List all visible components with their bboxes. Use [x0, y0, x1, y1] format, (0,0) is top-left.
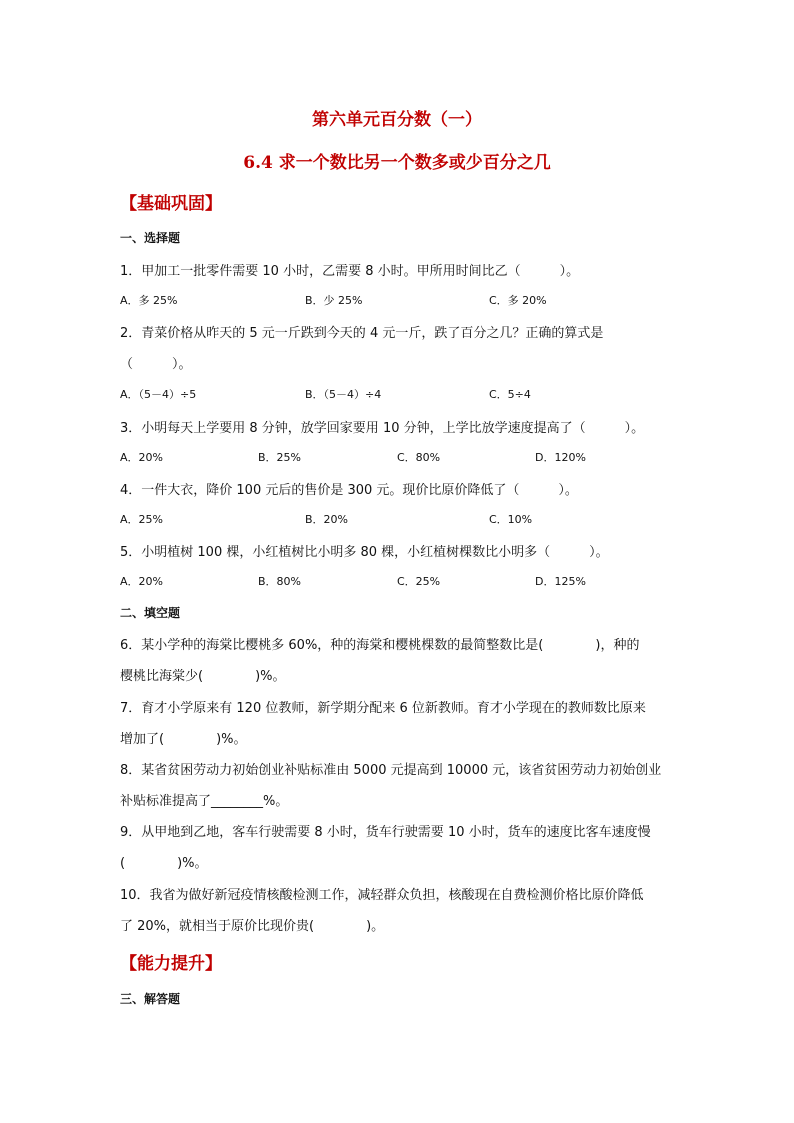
q4-option-b: B．20% — [305, 513, 348, 526]
q5-option-b: B．80% — [258, 575, 301, 588]
part-choice: 一、选择题 — [120, 231, 181, 245]
q2-option-b: B．（5－4）÷4 — [305, 388, 382, 401]
q1-option-c: C．多 20% — [489, 294, 547, 307]
q5-option-a: A．20% — [120, 575, 163, 588]
q1-option-a: A．多 25% — [120, 294, 178, 307]
section-basic: 【基础巩固】 — [120, 194, 222, 214]
question-10-line2: 了 20%，就相当于原价比现价贵( )。 — [120, 919, 385, 934]
page-subtitle: 6.4 求一个数比另一个数多或少百分之几 — [243, 153, 551, 173]
question-2-line2: （ ）。 — [120, 357, 192, 372]
question-4: 4．一件大衣，降价 100 元后的售价是 300 元。现价比原价降低了（ ）。 — [120, 483, 578, 498]
question-7-line2: 增加了( )%。 — [120, 732, 247, 747]
question-9-line1: 9．从甲地到乙地，客车行驶需要 8 小时，货车行驶需要 10 小时，货车的速度比客车速度慢 — [120, 825, 651, 840]
part-fill: 二、填空题 — [120, 606, 181, 620]
part-solve: 三、解答题 — [120, 992, 181, 1006]
question-3: 3．小明每天上学要用 8 分钟，放学回家要用 10 分钟，上学比放学速度提高了（ ）。 — [120, 421, 645, 436]
section-advanced: 【能力提升】 — [120, 954, 222, 974]
question-2-line1: 2．青菜价格从昨天的 5 元一斤跌到今天的 4 元一斤，跌了百分之几？正确的算式是 — [120, 326, 604, 341]
q4-option-c: C．10% — [489, 513, 533, 526]
q3-option-c: C．80% — [397, 451, 441, 464]
question-6-line2: 樱桃比海棠少( )%。 — [120, 669, 286, 684]
question-8-line2: 补贴标准提高了________%。 — [120, 794, 289, 809]
question-9-line2: ( )%。 — [120, 856, 208, 871]
q3-option-a: A．20% — [120, 451, 163, 464]
q5-option-c: C．25% — [397, 575, 441, 588]
q5-option-d: D．125% — [535, 575, 586, 588]
question-5: 5．小明植树 100 棵，小红植树比小明多 80 棵，小红植树棵数比小明多（ ）。 — [120, 545, 609, 560]
q1-option-b: B．少 25% — [305, 294, 363, 307]
page-title: 第六单元百分数（一） — [312, 110, 482, 130]
q2-option-a: A．（5－4）÷5 — [120, 388, 197, 401]
q4-option-a: A．25% — [120, 513, 163, 526]
q2-option-c: C．5÷4 — [489, 388, 531, 401]
question-6-line1: 6．某小学种的海棠比樱桃多 60%，种的海棠和樱桃棵数的最简整数比是( )，种的 — [120, 638, 640, 653]
q3-option-b: B．25% — [258, 451, 301, 464]
q3-option-d: D．120% — [535, 451, 586, 464]
question-7-line1: 7．育才小学原来有 120 位教师，新学期分配来 6 位新教师。育才小学现在的教师数比原来 — [120, 701, 646, 716]
question-10-line1: 10．我省为做好新冠疫情核酸检测工作，减轻群众负担，核酸现在自费检测价格比原价降低 — [120, 888, 644, 903]
question-8-line1: 8．某省贫困劳动力初始创业补贴标准由 5000 元提高到 10000 元，该省贫困劳动力初始创业 — [120, 763, 662, 778]
question-1: 1．甲加工一批零件需要 10 小时，乙需要 8 小时。甲所用时间比乙（ ）。 — [120, 264, 580, 279]
